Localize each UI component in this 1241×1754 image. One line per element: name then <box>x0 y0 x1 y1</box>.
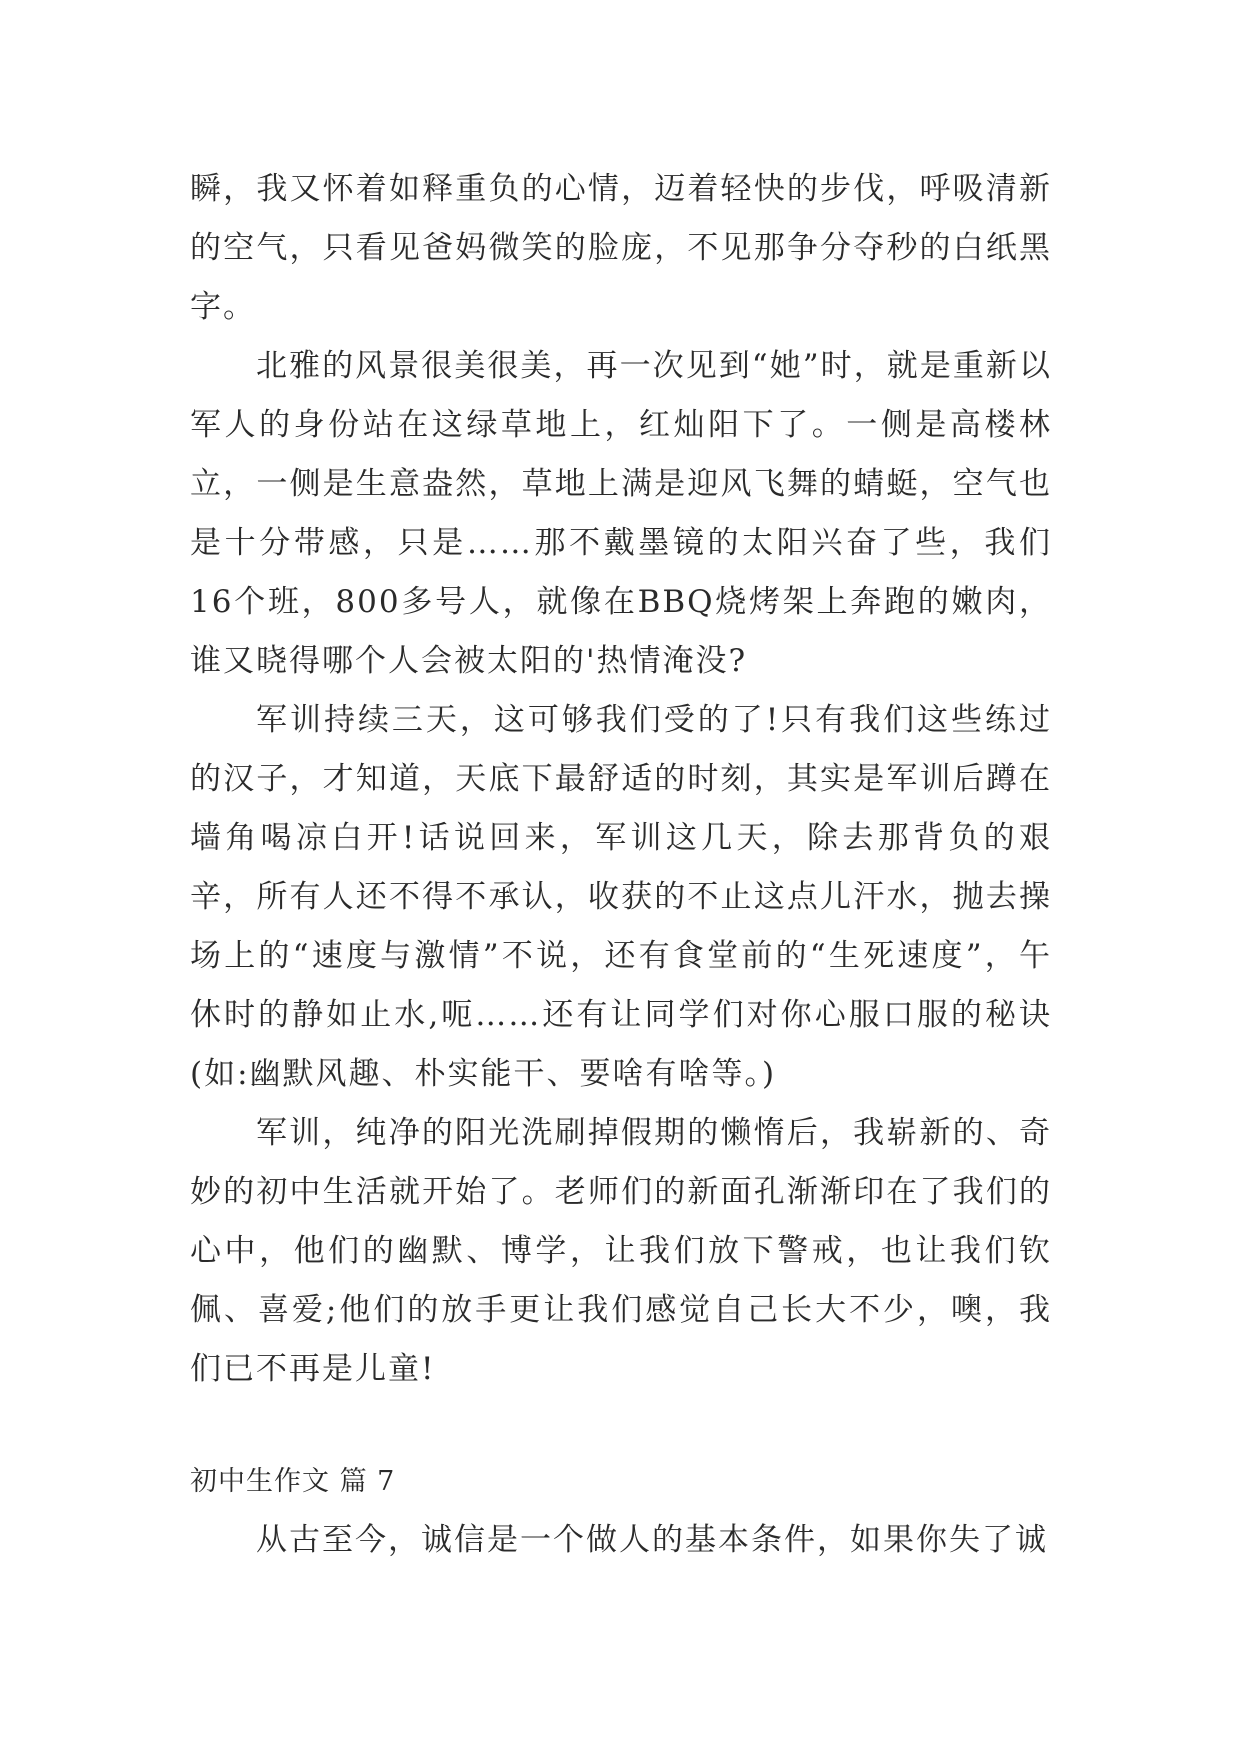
document-body <box>190 160 1052 1570</box>
paragraph-training: 军训持续三天，这可够我们受的了!只有我们这些练过的汉子，才知道，天底下最舒适的时刻，其实是军训后蹲在墙角喝凉白开!话说回来，军训这几天，除去那背负的艰辛，所有人还不得不承认，收获的不止这点儿汗水，抛去操场上的“速度与激情”不说，还有食堂前的“生死速度”，午休时的静如止水,呃……还有让同学们对你心服口服的秘诀(如:幽默风趣、朴实能干、要啥有啥等。) <box>190 702 1052 1092</box>
section-heading: 初中生作文 篇 7 <box>190 1466 396 1497</box>
paragraph-school-life: 军训，纯净的阳光洗刷掉假期的懒惰后，我崭新的、奇妙的初中生活就开始了。老师们的新面孔渐渐印在了我们的心中，他们的幽默、博学，让我们放下警戒，也让我们钦佩、喜爱;他们的放手更让我们感觉自己长大不少，噢，我们已不再是儿童! <box>190 1115 1052 1387</box>
section-gap <box>190 1399 1052 1452</box>
paragraph-scenery: 北雅的风景很美很美，再一次见到“她”时，就是重新以军人的身份站在这绿草地上，红灿阳下了。一侧是高楼林立，一侧是生意盎然，草地上满是迎风飞舞的蜻蜓，空气也是十分带感，只是……那不戴墨镜的太阳兴奋了些，我们16个班，800多号人，就像在BBQ烧烤架上奔跑的嫩肉，谁又晓得哪个人会被太阳的'热情淹没? <box>190 348 1052 679</box>
paragraph-continuation: 瞬，我又怀着如释重负的心情，迈着轻快的步伐，呼吸清新的空气，只看见爸妈微笑的脸庞，不见那争分夺秒的白纸黑字。 <box>190 171 1052 325</box>
paragraph-honesty: 从古至今，诚信是一个做人的基本条件，如果你失了诚 <box>256 1522 1048 1558</box>
